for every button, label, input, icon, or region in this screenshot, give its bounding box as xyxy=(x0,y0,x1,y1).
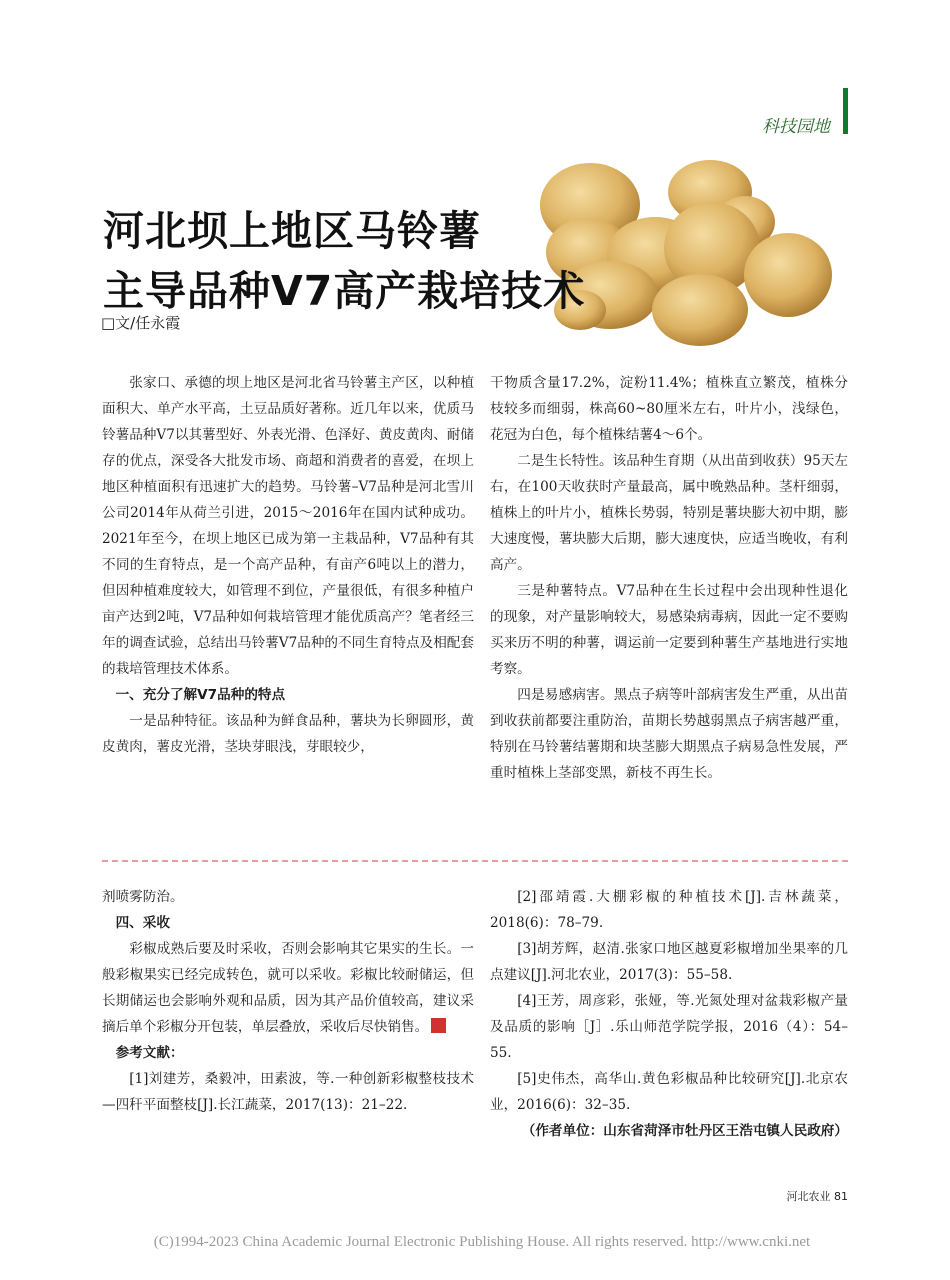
article-title-line1: 河北坝上地区马铃薯 xyxy=(103,207,481,255)
article-title-line2: 主导品种V7高产栽培技术 xyxy=(103,267,586,315)
article-divider xyxy=(102,860,848,862)
reference-item: [4]王芳，周彦彩，张娅，等.光氮处理对盆栽彩椒产量及品质的影响［J］.乐山师范学院学报，2016（4）：54–55. xyxy=(490,993,848,1061)
harvest-paragraph xyxy=(102,936,474,1040)
variety-features-continued: 干物质含量17.2%，淀粉11.4%；植株直立繁茂，植株分枝较多而细弱，株高60~80厘米左右，叶片小，浅绿色，花冠为白色，每个植株结薯4～6个。 xyxy=(490,375,848,443)
article-column-left xyxy=(102,370,474,760)
author-byline: □文/任永霞 xyxy=(101,314,181,332)
reference-item: [5]史伟杰，高华山.黄色彩椒品种比较研究[J].北京农业，2016(6)：32–35. xyxy=(490,1071,848,1113)
variety-features-paragraph: 一是品种特征。该品种为鲜食品种，薯块为长卵圆形，黄皮黄肉，薯皮光滑，茎块芽眼浅，芽眼较少， xyxy=(102,713,474,755)
page-footer: 河北农业 81 xyxy=(786,1190,848,1203)
end-mark-icon xyxy=(431,1018,446,1033)
continued-text: 剂喷雾防治。 xyxy=(102,889,184,905)
disease-paragraph: 四是易感病害。黑点子病等叶部病害发生严重，从出苗到收获前都要注重防治，苗期长势越弱黑点子病害越严重，特别在马铃薯结薯期和块茎膨大期黑点子病易急性发展，严重时植株上茎部变黑，新枝不再生长。 xyxy=(490,687,848,781)
previous-article-column-left xyxy=(102,884,474,1118)
previous-article-column-right xyxy=(490,884,848,1144)
references-heading: 参考文献： xyxy=(115,1045,184,1061)
reference-item: [3]胡芳辉，赵清.张家口地区越夏彩椒增加坐果率的几点建议[J].河北农业，2017(3)：55–58. xyxy=(490,941,848,983)
section-label: 科技园地 xyxy=(762,117,830,137)
harvest-text: 彩椒成熟后要及时采收，否则会影响其它果实的生长。一般彩椒果实已经完成转色，就可以采收。彩椒比较耐储运，但长期储运也会影响外观和品质，因为其产品价值较高，建议采摘后单个彩椒分开包装，单层叠放，采收后尽快销售。 xyxy=(102,941,474,1035)
intro-paragraph: 张家口、承德的坝上地区是河北省马铃薯主产区，以种植面积大、单产水平高，土豆品质好著称。近几年以来，优质马铃薯品种V7以其薯型好、外表光滑、色泽好、黄皮黄肉、耐储存的优点，深受各大批发市场、商超和消费者的喜爱，在坝上地区种植面积有迅速扩大的趋势。马铃薯–V7品种是河北雪川公司2014年从荷兰引进，2015～2016年在国内试种成功。2021年至今，在坝上地区已成为第一主栽品种，V7品种有其不同的生育特点，是一个高产品种，有亩产6吨以上的潜力，但因种植难度较大，如管理不到位，产量很低，有很多种植户亩产达到2吨，V7品种如何栽培管理才能优质高产？笔者经三年的调查试验，总结出马铃薯V7品种的不同生育特点及相配套的栽培管理技术体系。 xyxy=(102,375,474,677)
section-accent-bar xyxy=(843,88,848,134)
author-affiliation: （作者单位：山东省菏泽市牡丹区王浩屯镇人民政府） xyxy=(521,1123,848,1139)
article-column-right xyxy=(490,370,848,786)
section-heading-1: 一、充分了解V7品种的特点 xyxy=(115,687,286,703)
seed-tuber-paragraph: 三是种薯特点。V7品种在生长过程中会出现种性退化的现象，对产量影响较大，易感染病毒病，因此一定不要购买来历不明的种薯，调运前一定要到种薯生产基地进行实地考察。 xyxy=(490,583,848,677)
growth-traits-paragraph: 二是生长特性。该品种生育期（从出苗到收获）95天左右，在100天收获时产量最高，属中晚熟品种。茎杆细弱，植株上的叶片小，植株长势弱，特别是薯块膨大初中期，膨大速度慢，薯块膨大后期，膨大速度快，应适当晚收，有利高产。 xyxy=(490,453,848,573)
harvest-heading: 四、采收 xyxy=(115,915,170,931)
potatoes-illustration xyxy=(540,160,835,350)
copyright-notice: (C)1994-2023 China Academic Journal Electronic Publishing House. All rights reserved. http://www.cnki.net xyxy=(153,1234,811,1250)
reference-item: [1]刘建芳，桑毅冲，田素波，等.一种创新彩椒整枝技术—四秆平面整枝[J].长江蔬菜，2017(13)：21–22. xyxy=(102,1071,474,1113)
reference-item: [2]邵靖霞.大棚彩椒的种植技术[J].吉林蔬菜，2018(6)：78–79. xyxy=(490,889,848,931)
